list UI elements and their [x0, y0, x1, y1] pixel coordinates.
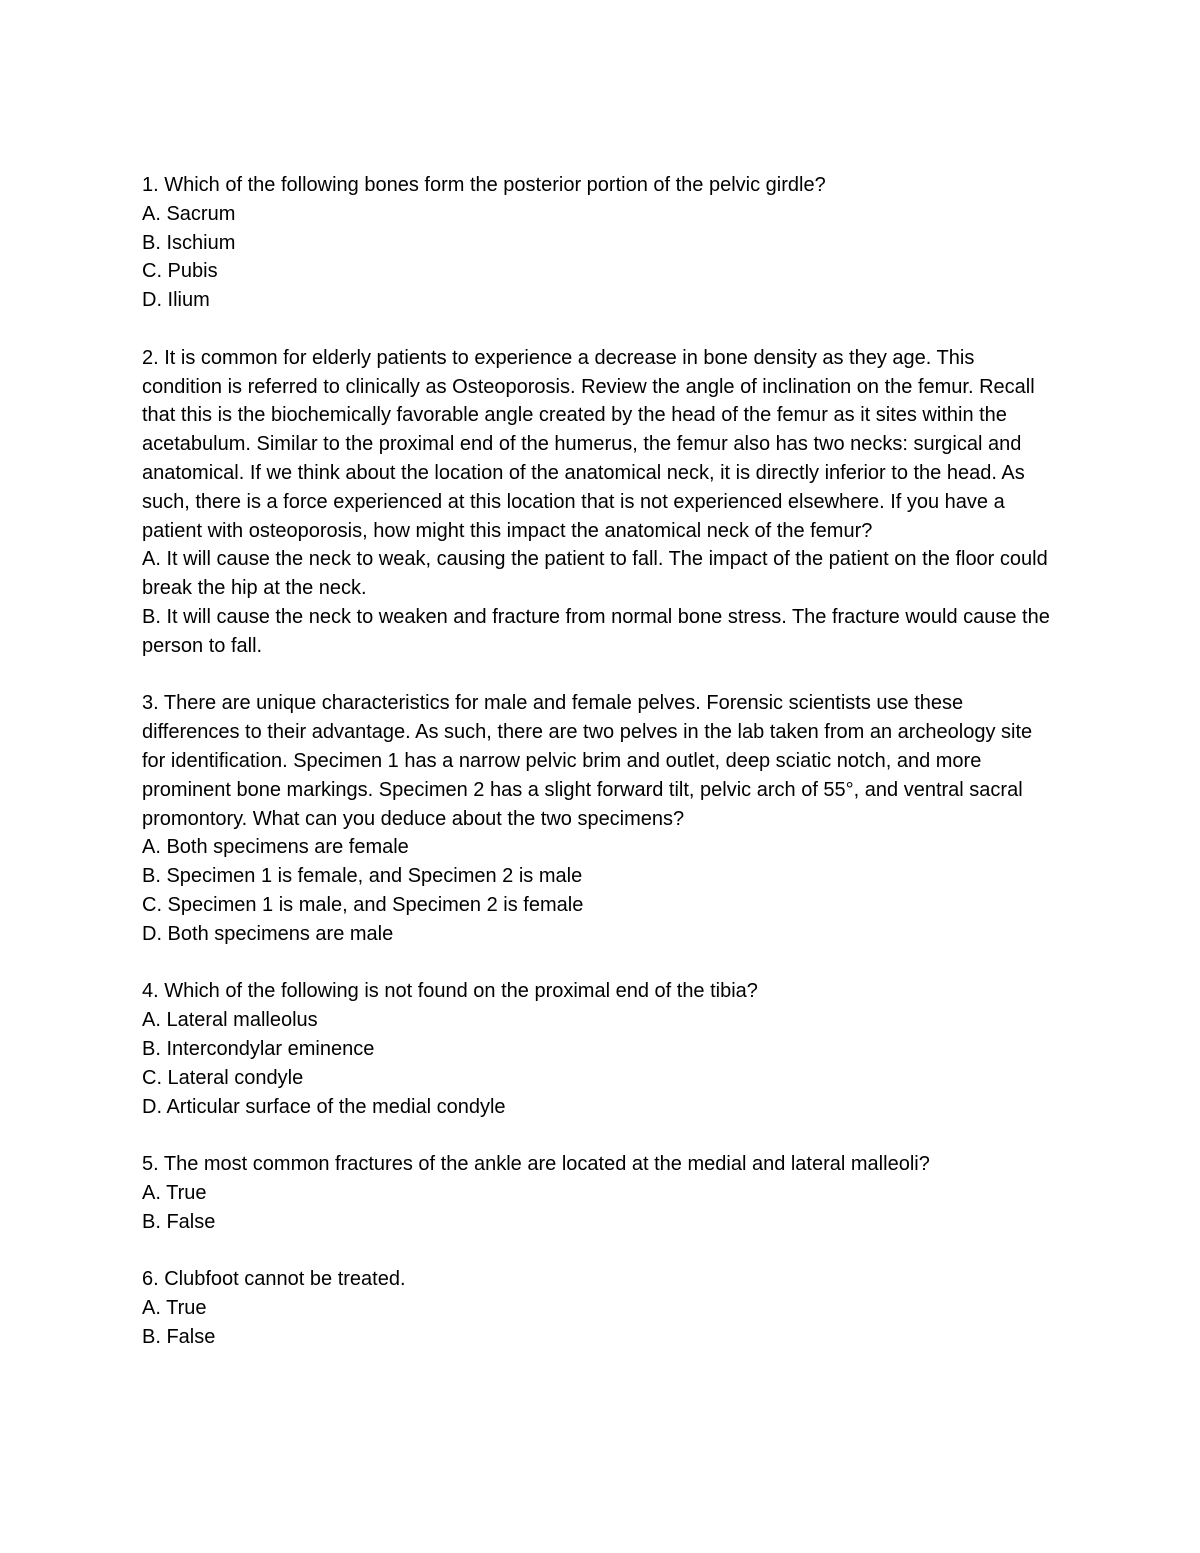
answer-option: C. Pubis	[142, 260, 218, 283]
answer-option: D. Ilium	[142, 289, 210, 312]
document-page	[142, 171, 1056, 1380]
answer-option: D. Articular surface of the medial condyle	[142, 1095, 506, 1118]
question-text: 3. There are unique characteristics for male and female pelves. Forensic scientists use these differences to their advantage. As such, there are two pelves in the lab taken from an archeology site for identification. Specimen 1 has a narrow pelvic brim and outlet, deep sciatic notch, and more prominent bone markings. Specimen 2 has a slight forward tilt, pelvic arch of 55°, and ventral sacral promontory. What can you deduce about the two specimens?	[142, 692, 1038, 830]
question-1	[142, 171, 1052, 315]
answer-option: A. True	[142, 1181, 207, 1204]
question-text: 4. Which of the following is not found on the proximal end of the tibia?	[142, 980, 758, 1003]
answer-option: B. Ischium	[142, 231, 236, 254]
question-5	[142, 1150, 1052, 1236]
answer-option: A. True	[142, 1297, 207, 1320]
answer-option: B. Intercondylar eminence	[142, 1037, 375, 1060]
question-text: 2. It is common for elderly patients to experience a decrease in bone density as they age. This condition is referred to clinically as Osteoporosis. Review the angle of inclination on the femur. Recall that this is the biochemically favorable angle created by the head of the femur as it sites within the acetabulum. Similar to the proximal end of the humerus, the femur also has two necks: surgical and anatomical. If we think about the location of the anatomical neck, it is directly inferior to the head. As such, there is a force experienced at this location that is not experienced elsewhere. If you have a patient with osteoporosis, how might this impact the anatomical neck of the femur?	[142, 346, 1041, 542]
question-4	[142, 977, 1052, 1121]
question-2	[142, 344, 1056, 661]
question-text: 6. Clubfoot cannot be treated.	[142, 1268, 406, 1291]
question-6	[142, 1265, 1052, 1351]
answer-option: B. False	[142, 1210, 216, 1233]
answer-option: B. It will cause the neck to weaken and fracture from normal bone stress. The fracture would cause the person to fall.	[142, 605, 1056, 657]
question-3	[142, 689, 1052, 948]
answer-option: C. Specimen 1 is male, and Specimen 2 is female	[142, 893, 584, 916]
answer-option: A. Both specimens are female	[142, 836, 409, 859]
answer-option: C. Lateral condyle	[142, 1066, 304, 1089]
answer-option: A. Sacrum	[142, 202, 236, 225]
question-text: 5. The most common fractures of the ankle are located at the medial and lateral malleoli?	[142, 1153, 930, 1176]
answer-option: B. False	[142, 1325, 216, 1348]
answer-option: A. Lateral malleolus	[142, 1009, 318, 1032]
question-text: 1. Which of the following bones form the posterior portion of the pelvic girdle?	[142, 174, 826, 196]
answer-option: A. It will cause the neck to weak, causing the patient to fall. The impact of the patient on the floor could break the hip at the neck.	[142, 548, 1054, 600]
answer-option: D. Both specimens are male	[142, 922, 394, 945]
answer-option: B. Specimen 1 is female, and Specimen 2 is male	[142, 865, 583, 888]
